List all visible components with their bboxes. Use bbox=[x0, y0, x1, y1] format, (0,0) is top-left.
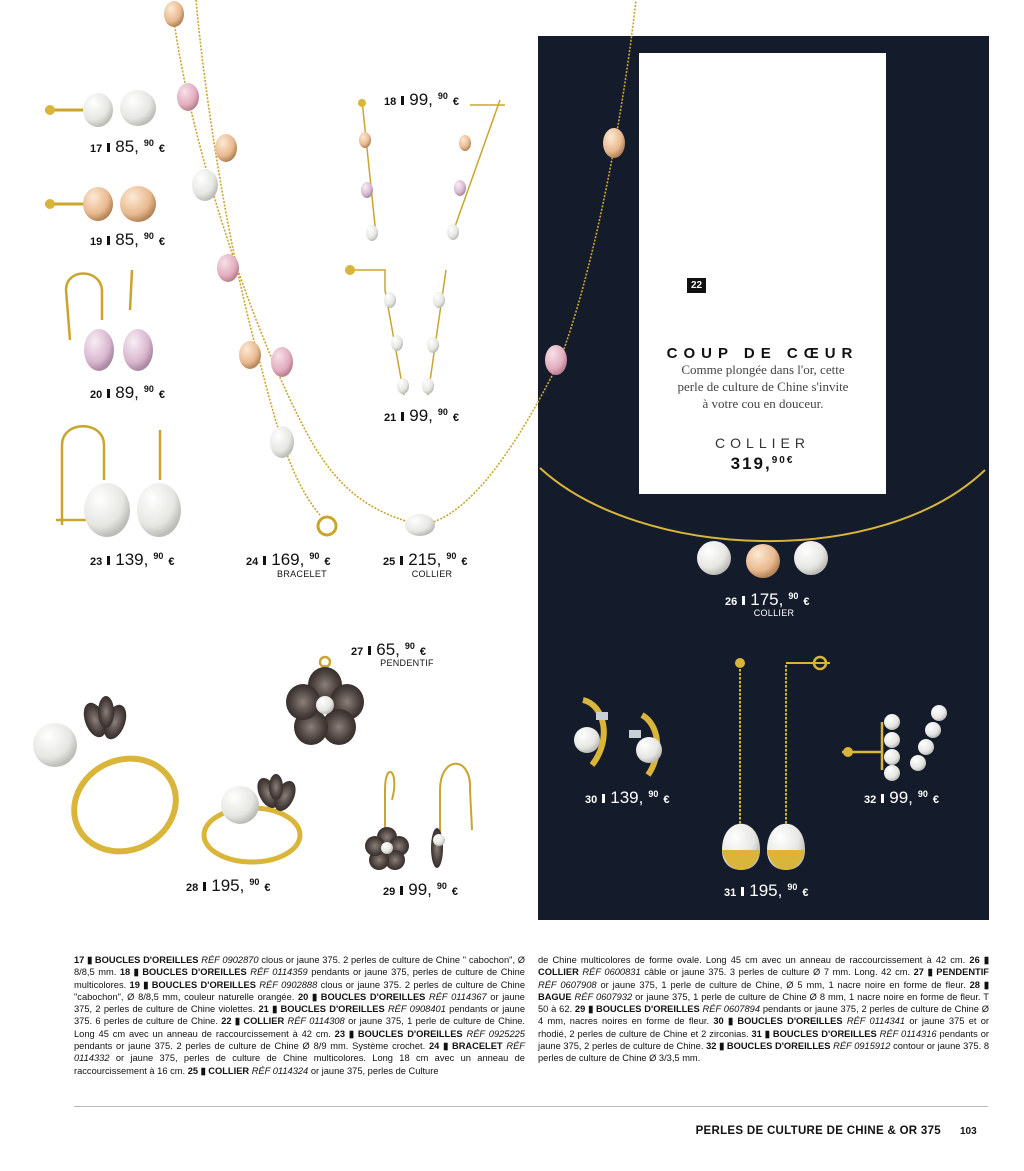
price-euros: 169, bbox=[271, 550, 305, 569]
price-tag-23 bbox=[90, 550, 174, 570]
price-euros: 215, bbox=[408, 550, 442, 569]
description-entry-18: 18 ▮ BOUCLES D'OREILLES RÉF 0114359 pendants or jaune 375, perles de culture de Chine multicolores. bbox=[74, 967, 525, 990]
separator-mark bbox=[400, 556, 403, 565]
separator-mark bbox=[742, 596, 745, 605]
separator-mark bbox=[401, 96, 404, 105]
price-tag-31 bbox=[724, 881, 808, 901]
price-cents: 90 bbox=[917, 789, 928, 799]
price-number: 29 bbox=[383, 886, 396, 898]
separator-mark bbox=[107, 143, 110, 152]
price-cents: 90 bbox=[153, 551, 164, 561]
price-tag-25 bbox=[383, 550, 467, 570]
price-euros: 85, bbox=[115, 230, 139, 249]
price-cents: 90 bbox=[437, 91, 448, 101]
feature-price-main: 319, bbox=[730, 454, 772, 473]
separator-mark bbox=[368, 646, 371, 655]
price-currency: € bbox=[663, 794, 670, 806]
description-column-right bbox=[538, 954, 989, 1065]
price-euros: 65, bbox=[376, 640, 400, 659]
feature-price-sup: 90€ bbox=[771, 455, 795, 466]
price-currency: € bbox=[452, 96, 460, 108]
description-entry-25-cont: de Chine multicolores de forme ovale. Long 45 cm avec un anneau de raccourcissement à 42 cm. bbox=[538, 955, 966, 965]
price-number: 26 bbox=[725, 596, 738, 608]
price-euros: 99, bbox=[408, 880, 432, 899]
price-number: 24 bbox=[246, 556, 259, 568]
price-euros: 195, bbox=[211, 876, 245, 895]
separator-mark bbox=[400, 886, 403, 895]
price-euros: 99, bbox=[889, 788, 913, 807]
description-entry-21: 21 ▮ BOUCLES D'OREILLES RÉF 0908401 pendants or jaune 375. 6 perles de culture de Chine. bbox=[74, 1004, 525, 1027]
price-number: 18 bbox=[384, 96, 397, 108]
description-entry-24: 24 ▮ BRACELET RÉF 0114332 or jaune 375, perles de culture de Chine multicolores. Long 18 cm avec un anneau de raccourcissement à 16 cm. bbox=[74, 1041, 525, 1076]
description-entry-29: 29 ▮ BOUCLES D'OREILLES RÉF 0607894 pendants or jaune 375, 2 perles de culture de Chine Ø 4 mm, nacres noires en forme de fleur. bbox=[538, 1004, 990, 1027]
description-entry-22: 22 ▮ COLLIER RÉF 0114308 or jaune 375, 1 perle de culture de Chine. Long 45 cm avec un anneau de raccourcissement à 42 cm. bbox=[74, 1016, 525, 1039]
price-tag-32 bbox=[864, 788, 939, 808]
separator-mark bbox=[107, 236, 110, 245]
price-cents: 90 bbox=[404, 641, 415, 651]
price-number: 31 bbox=[724, 887, 737, 899]
price-tag-26 bbox=[725, 590, 809, 610]
price-euros: 85, bbox=[115, 137, 139, 156]
feature-price bbox=[650, 454, 875, 474]
price-euros: 175, bbox=[750, 590, 784, 609]
price-number: 20 bbox=[90, 389, 103, 401]
separator-mark bbox=[107, 389, 110, 398]
feature-card bbox=[639, 53, 886, 494]
price-number: 19 bbox=[90, 236, 103, 248]
price-currency: € bbox=[168, 556, 175, 568]
feature-description: Comme plongée dans l'or, cette perle de culture de Chine s'invite à votre cou en douceur. bbox=[677, 362, 849, 411]
price-tag-27 bbox=[351, 640, 426, 660]
price-tag-18 bbox=[384, 90, 459, 110]
price-cents: 90 bbox=[143, 138, 154, 148]
footer-divider bbox=[74, 1106, 988, 1107]
description-entry-28: 28 ▮ BAGUE RÉF 0607932 or jaune 375, 1 perle de culture de Chine Ø 8 mm, 1 nacre noire en forme de fleur. T 50 à 62. bbox=[538, 979, 990, 1015]
price-number: 23 bbox=[90, 556, 103, 568]
price-currency: € bbox=[802, 887, 809, 899]
description-entry-27: 27 ▮ PENDENTIF RÉF 0607908 or jaune 375, 1 perle de culture de Chine, Ø 5 mm, 1 nacre noire en forme de fleur. bbox=[538, 967, 989, 990]
price-euros: 99, bbox=[409, 406, 433, 425]
feature-type: COLLIER bbox=[715, 435, 810, 451]
price-cents: 90 bbox=[436, 881, 447, 891]
price-euros: 139, bbox=[115, 550, 149, 569]
price-currency: € bbox=[158, 236, 166, 248]
price-number: 25 bbox=[383, 556, 396, 568]
price-cents: 90 bbox=[143, 384, 154, 394]
price-cents: 90 bbox=[648, 789, 659, 799]
price-currency: € bbox=[452, 412, 460, 424]
product-type-26: COLLIER bbox=[753, 608, 795, 618]
price-currency: € bbox=[419, 646, 427, 658]
feature-title: COUP DE CŒUR bbox=[666, 345, 859, 362]
product-type-25: COLLIER bbox=[411, 569, 453, 579]
price-number: 30 bbox=[585, 794, 598, 806]
feature-badge: 22 bbox=[687, 278, 706, 293]
price-tag-19 bbox=[90, 230, 165, 250]
description-entry-23: 23 ▮ BOUCLES D'OREILLES RÉF 0925225 pendants or jaune 375. 2 perles de culture de Chine Ø 8/9 mm. Système crochet. bbox=[74, 1028, 525, 1052]
separator-mark bbox=[741, 887, 744, 896]
price-euros: 99, bbox=[409, 90, 433, 109]
price-tag-20 bbox=[90, 383, 165, 403]
separator-mark bbox=[107, 556, 110, 565]
footer-section-title: PERLES DE CULTURE DE CHINE & OR 375 bbox=[695, 1125, 941, 1137]
price-cents: 90 bbox=[446, 551, 457, 561]
price-tag-17 bbox=[90, 137, 165, 157]
description-entry-32: 32 ▮ BOUCLES D'OREILLES RÉF 0915912 contour or jaune 375. 8 perles de culture de Chine Ø 3/3,5 mm. bbox=[538, 1041, 990, 1064]
description-entry-25: 25 ▮ COLLIER RÉF 0114324 or jaune 375, perles de Culture bbox=[187, 1065, 439, 1076]
price-number: 28 bbox=[186, 882, 199, 894]
price-euros: 195, bbox=[749, 881, 783, 900]
price-number: 32 bbox=[864, 794, 877, 806]
separator-mark bbox=[602, 794, 605, 803]
description-entry-20: 20 ▮ BOUCLES D'OREILLES RÉF 0114367 or jaune 375, 2 perles de culture de Chine violettes. bbox=[74, 991, 525, 1015]
price-cents: 90 bbox=[788, 591, 799, 601]
price-number: 27 bbox=[351, 646, 364, 658]
separator-mark bbox=[881, 794, 884, 803]
description-entry-26: 26 ▮ COLLIER RÉF 0600831 câble or jaune 375. 3 perles de culture Ø 7 mm. Long. 42 cm. bbox=[538, 955, 989, 978]
price-currency: € bbox=[803, 596, 810, 608]
price-euros: 139, bbox=[610, 788, 644, 807]
separator-mark bbox=[263, 556, 266, 565]
description-column-left bbox=[74, 954, 525, 1077]
price-cents: 90 bbox=[437, 407, 448, 417]
price-currency: € bbox=[451, 886, 459, 898]
price-tag-24 bbox=[246, 550, 330, 570]
description-entry-30: 30 ▮ BOUCLES D'OREILLES RÉF 0114341 or jaune 375 et or rhodié, 2 perles de culture de Chine et 2 zirconias. bbox=[538, 1016, 990, 1039]
product-type-24: BRACELET bbox=[277, 569, 327, 579]
separator-mark bbox=[203, 882, 206, 891]
product-type-27: PENDENTIF bbox=[380, 658, 434, 668]
description-entry-17: 17 ▮ BOUCLES D'OREILLES RÉF 0902870 clous or jaune 375. 2 perles de culture de Chine " cabochon", Ø 8/8,5 mm. bbox=[74, 955, 525, 978]
price-tag-28 bbox=[186, 876, 270, 896]
separator-mark bbox=[401, 412, 404, 421]
price-cents: 90 bbox=[787, 882, 798, 892]
price-currency: € bbox=[932, 794, 940, 806]
price-cents: 90 bbox=[249, 877, 260, 887]
price-number: 21 bbox=[384, 412, 397, 424]
description-entry-19: 19 ▮ BOUCLES D'OREILLES RÉF 0902888 clous or jaune 375. 2 perles de culture de Chine "cabochon", Ø 8/8,5 mm, couleur naturelle orangée. bbox=[74, 979, 525, 1002]
price-cents: 90 bbox=[309, 551, 320, 561]
price-currency: € bbox=[158, 389, 166, 401]
price-currency: € bbox=[324, 556, 331, 568]
price-tag-30 bbox=[585, 788, 669, 808]
price-currency: € bbox=[264, 882, 271, 894]
price-tag-21 bbox=[384, 406, 459, 426]
price-number: 17 bbox=[90, 143, 103, 155]
page-number: 103 bbox=[960, 1126, 977, 1137]
price-cents: 90 bbox=[143, 231, 154, 241]
price-currency: € bbox=[461, 556, 468, 568]
price-tag-29 bbox=[383, 880, 458, 900]
price-currency: € bbox=[158, 143, 166, 155]
price-euros: 89, bbox=[115, 383, 139, 402]
description-entry-31: 31 ▮ BOUCLES D'OREILLES RÉF 0114316 pendants or jaune 375, 2 perles de culture de Chine. bbox=[538, 1028, 989, 1052]
